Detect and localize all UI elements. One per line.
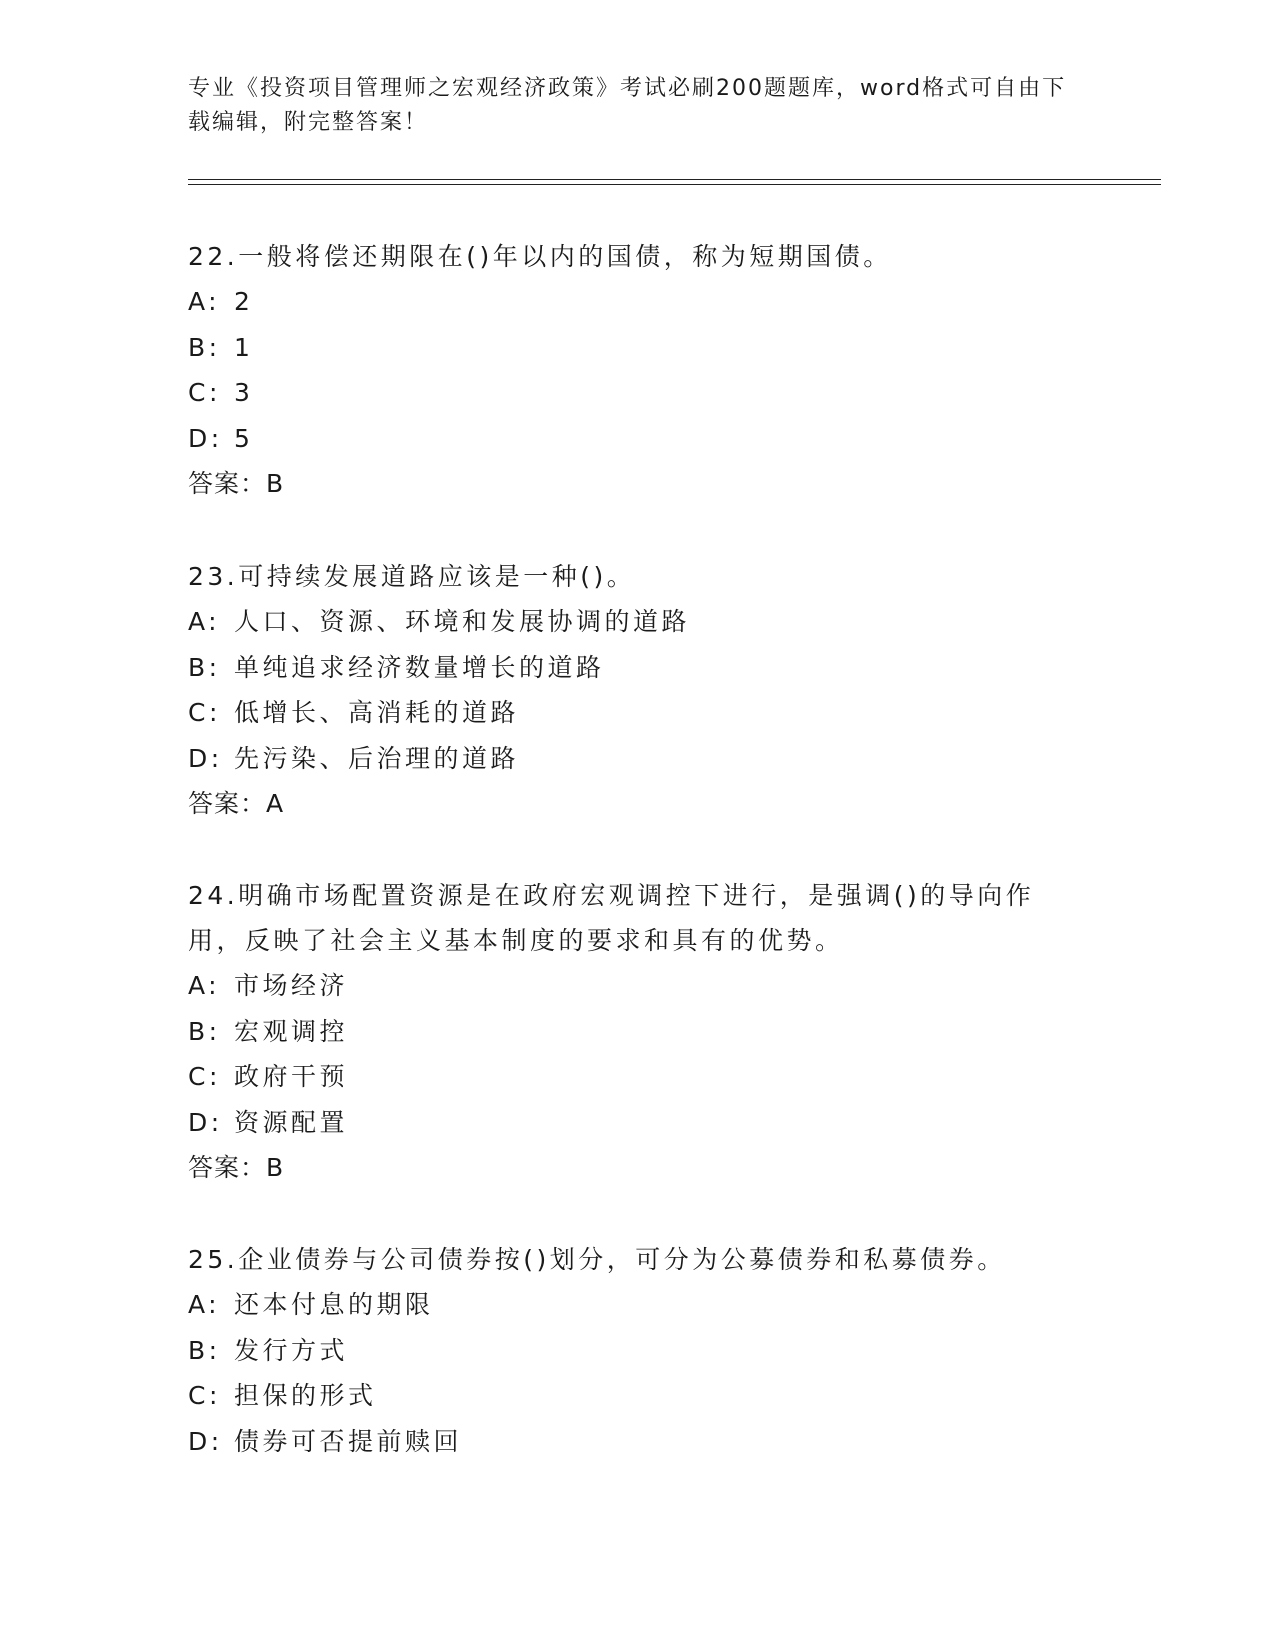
option-text: 资源配置 [234,1107,349,1137]
option-letter: A: [188,1290,221,1319]
option-text: 1 [234,332,254,362]
option-c [188,1054,1088,1100]
option-text: 政府干预 [234,1062,349,1091]
option-letter: D: [188,743,223,773]
option-text: 5 [234,423,254,453]
option-text: 还本付息的期限 [234,1290,434,1319]
document-header: 专业《投资项目管理师之宏观经济政策》考试必刷200题题库，word格式可自由下载编辑，附完整答案！ [188,76,1067,135]
option-d [188,736,1088,782]
option-letter: C: [188,1381,221,1410]
question-text: 23.可持续发展道路应该是一种()。 [188,562,636,591]
answer-label: 答案：A [188,789,285,818]
option-text: 宏观调控 [234,1016,349,1046]
question-22 [188,234,1088,506]
header-rule-bottom [188,184,1161,185]
option-letter: B: [188,652,221,682]
option-letter: C: [188,1062,221,1091]
option-letter: C: [188,698,221,727]
question-23 [188,554,1088,826]
question-24 [188,873,1088,1190]
option-text: 低增长、高消耗的道路 [234,698,520,727]
option-d [188,1100,1088,1146]
option-a [188,599,1088,645]
option-letter: B: [188,332,221,362]
option-text: 单纯追求经济数量增长的道路 [234,652,605,682]
option-a [188,963,1088,1009]
question-text: 22.一般将偿还期限在()年以内的国债，称为短期国债。 [188,242,892,271]
option-text: 先污染、后治理的道路 [234,743,520,773]
option-text: 市场经济 [234,971,349,1000]
option-c [188,1373,1088,1419]
option-letter: B: [188,1335,221,1365]
option-b [188,1328,1088,1374]
option-letter: D: [188,1107,223,1137]
option-letter: A: [188,607,221,636]
option-text: 担保的形式 [234,1381,377,1410]
option-b [188,1009,1088,1055]
option-text: 发行方式 [234,1335,349,1365]
header-rule-top [188,179,1161,180]
option-c [188,370,1088,416]
option-a [188,1282,1088,1328]
option-b [188,645,1088,691]
option-letter: C: [188,378,221,407]
question-25 [188,1237,1088,1464]
question-text: 25.企业债券与公司债券按()划分，可分为公募债券和私募债券。 [188,1245,1006,1274]
option-letter: A: [188,287,221,316]
option-a [188,279,1088,325]
option-letter: D: [188,1426,223,1456]
answer-label: 答案：B [188,469,285,498]
option-letter: A: [188,971,221,1000]
option-text: 人口、资源、环境和发展协调的道路 [234,607,691,636]
answer-label: 答案：B [188,1153,285,1182]
option-c [188,690,1088,736]
option-b [188,325,1088,371]
option-letter: D: [188,423,223,453]
option-text: 3 [234,378,254,407]
question-text: 24.明确市场配置资源是在政府宏观调控下进行，是强调()的导向作用，反映了社会主义基本制度的要求和具有的优势。 [188,881,1035,955]
option-text: 债券可否提前赎回 [234,1426,463,1456]
option-letter: B: [188,1016,221,1046]
option-d [188,416,1088,462]
option-text: 2 [234,287,254,316]
option-d [188,1419,1088,1465]
